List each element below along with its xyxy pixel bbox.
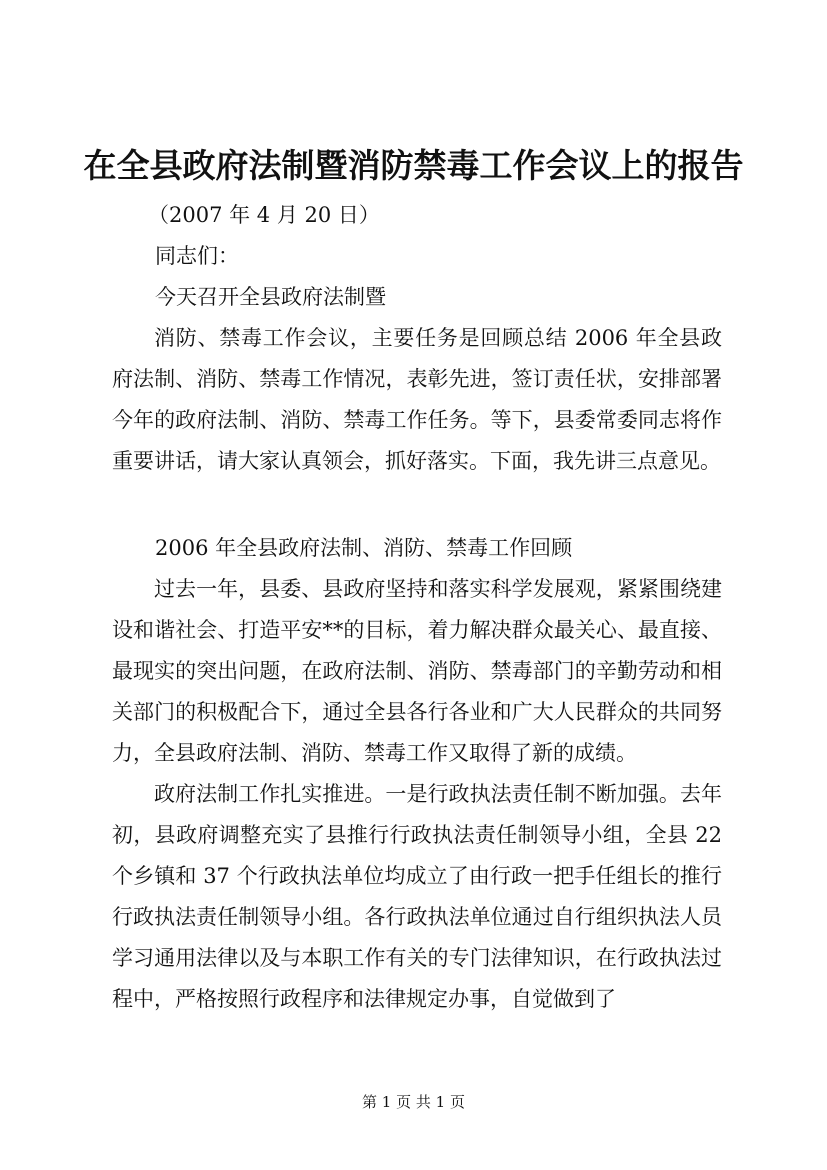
- salutation: 同志们：: [155, 244, 239, 268]
- date-line: （2007 年 4 月 20 日）: [148, 203, 380, 227]
- document-title: 在全县政府法制暨消防禁毒工作会议上的报告: [83, 146, 744, 185]
- paragraph-review-summary: 过去一年，县委、县政府坚持和落实科学发展观，紧紧围绕建设和谐社会、打造平安**的目标，着力解决群众最关心、最直接、最现实的突出问题，在政府法制、消防、禁毒部门的辛勤劳动和相关部门的积极配合下，通过全县各行各业和广大人民群众的共同努力，全县政府法制、消防、禁毒工作又取得了新的成绩。: [112, 577, 722, 765]
- section-heading-2006-review: 2006 年全县政府法制、消防、禁毒工作回顾: [155, 536, 573, 560]
- paragraph-meeting-purpose: 消防、禁毒工作会议，主要任务是回顾总结 2006 年全县政府法制、消防、禁毒工作情况，表彰先进，签订责任状，安排部署今年的政府法制、消防、禁毒工作任务。等下，县委常委同志将作重要讲话，请大家认真领会，抓好落实。下面，我先讲三点意见。: [112, 326, 722, 473]
- paragraph-legal-work: 政府法制工作扎实推进。一是行政执法责任制不断加强。去年初，县政府调整充实了县推行行政执法责任制领导小组，全县 22 个乡镇和 37 个行政执法单位均成立了由行政一把手任组长的推行行政执法责任制领导小组。各行政执法单位通过自行组织执法人员学习通用法律以及与本职工作有关的专门法律知识，在行政执法过程中，严格按照行政程序和法律规定办事，自觉做到了: [112, 782, 722, 1011]
- page-number-footer: 第 1 页 共 1 页: [362, 1093, 465, 1111]
- intro-line: 今天召开全县政府法制暨: [155, 285, 386, 309]
